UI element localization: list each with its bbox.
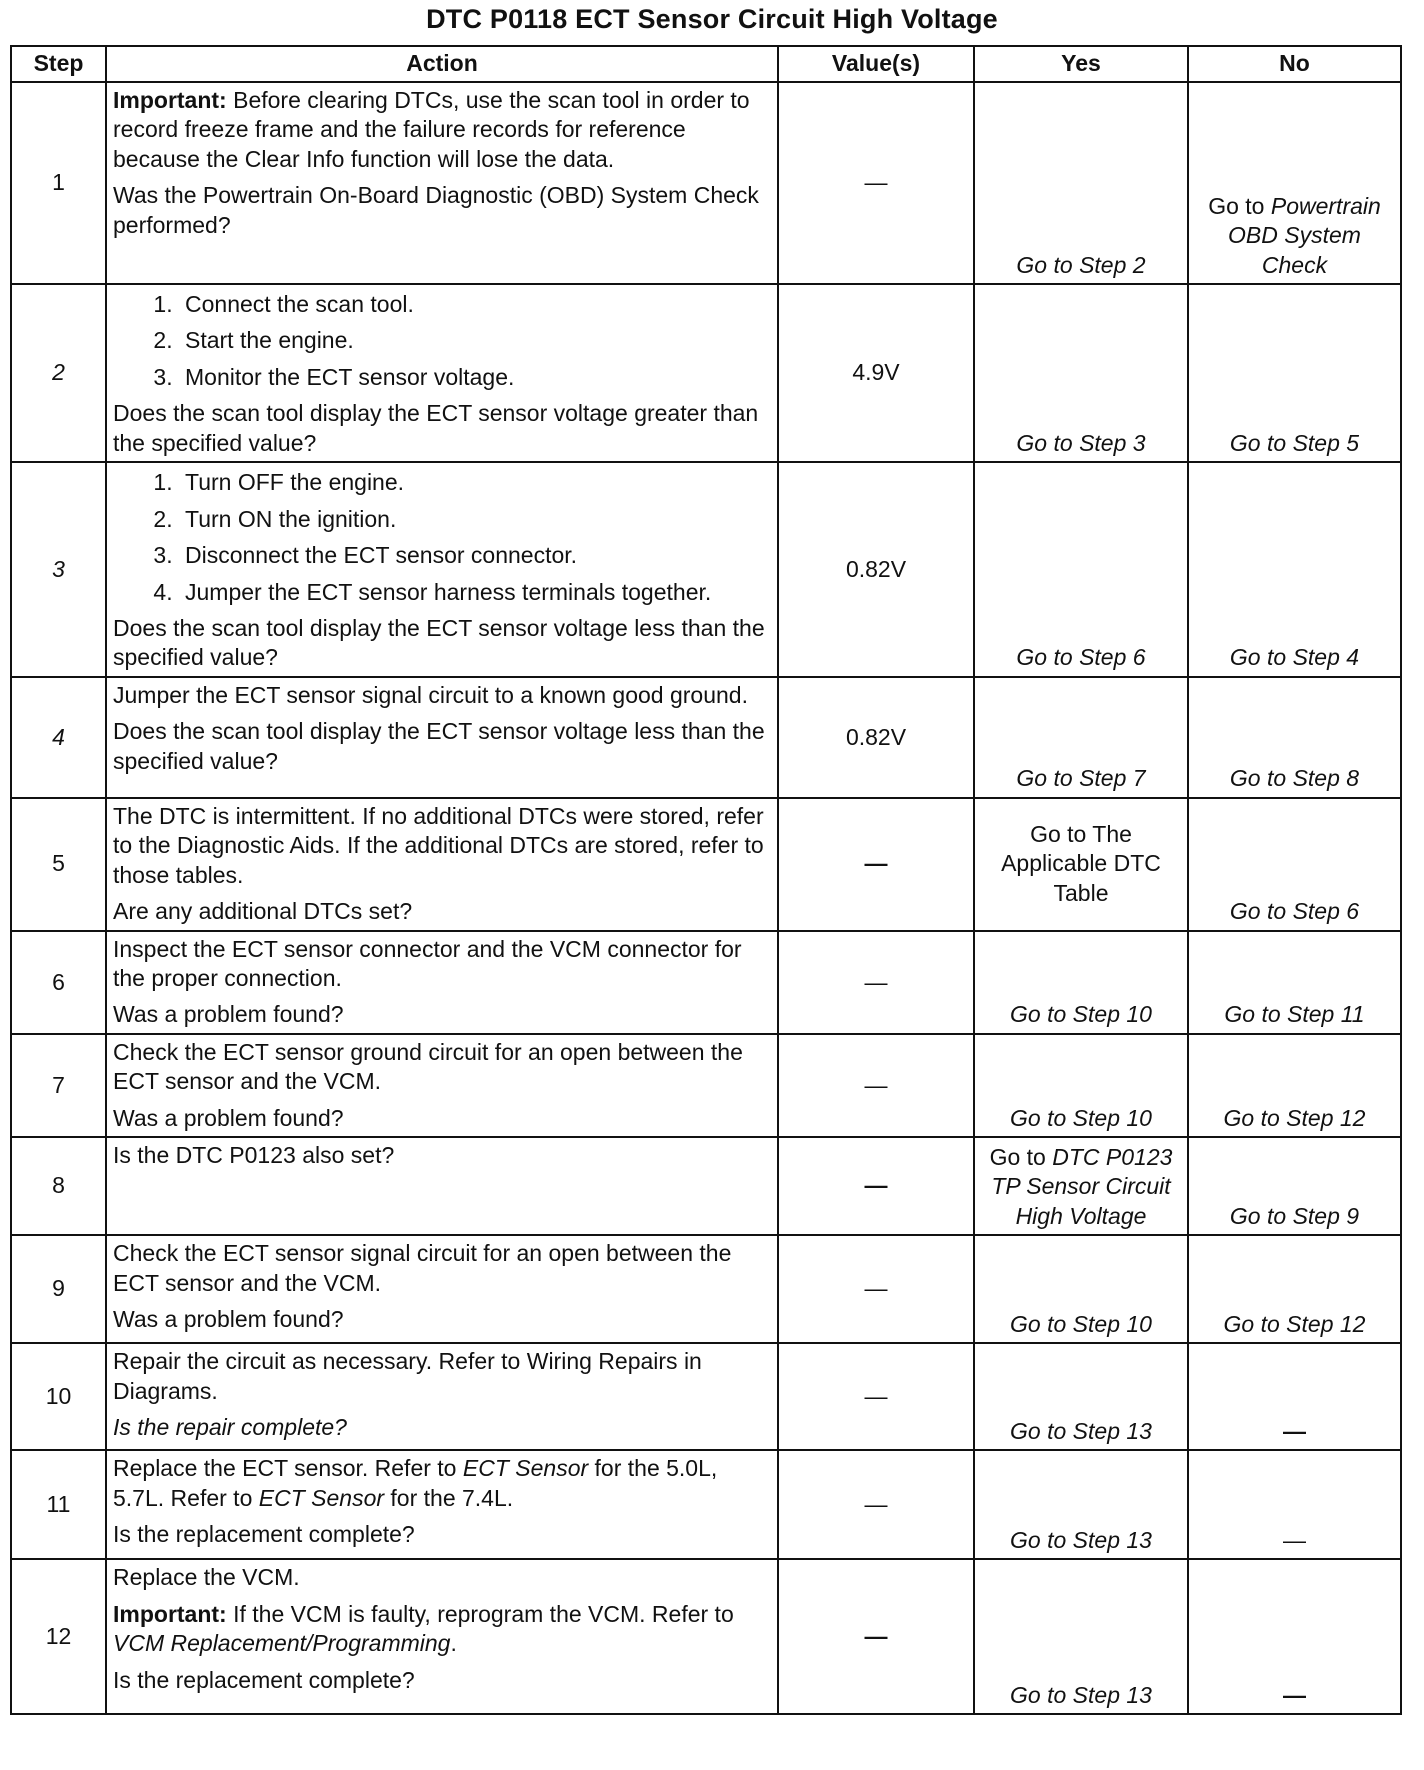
table-row [11, 677, 1401, 798]
yes-cell: Go to The Applicable DTC Table [974, 798, 1188, 931]
action-text: Jumper the ECT sensor signal circuit to a known good ground. [113, 681, 748, 708]
list-item: 1. Connect the scan tool. [179, 290, 771, 319]
action-cell [106, 82, 778, 284]
action-cell [106, 1235, 778, 1343]
table-row [11, 82, 1401, 284]
step-number: 2 [11, 284, 106, 462]
action-cell [106, 1137, 778, 1235]
step-number: 6 [11, 931, 106, 1034]
action-cell [106, 1559, 778, 1714]
header-no: No [1188, 46, 1401, 82]
text-segment: for the 5.0L, 5.7L. Refer to [113, 1455, 718, 1511]
important-text: Before clearing DTCs, use the scan tool in order to record freeze frame and the failure records for reference because the Clear Info function will lose the data. [113, 87, 750, 172]
no-cell [1188, 82, 1401, 284]
no-cell: Go to Step 12 [1188, 1235, 1401, 1343]
no-cell: Go to Step 5 [1188, 284, 1401, 462]
step-number: 4 [11, 677, 106, 798]
value-cell: — [778, 1034, 974, 1137]
list-item: 3. Disconnect the ECT sensor connector. [179, 541, 771, 570]
yes-cell: Go to Step 7 [974, 677, 1188, 798]
value-cell: 0.82V [778, 677, 974, 798]
important-note [113, 1600, 771, 1659]
table-row [11, 1450, 1401, 1559]
important-note [113, 86, 771, 174]
ect-sensor-reference: ECT Sensor [462, 1455, 589, 1482]
no-cell: Go to Step 8 [1188, 677, 1401, 798]
step-number: 12 [11, 1559, 106, 1714]
no-cell: Go to Step 11 [1188, 931, 1401, 1034]
value-cell: — [778, 1450, 974, 1559]
action-text: The DTC is intermittent. If no additional DTCs were stored, refer to the Diagnostic Aids. If the additional DTCs are stored, refer to those tables. [113, 802, 764, 888]
action-question: Is the replacement complete? [113, 1666, 415, 1693]
no-cell: Go to Step 6 [1188, 798, 1401, 931]
yes-cell: Go to Step 10 [974, 1235, 1188, 1343]
list-item: 3. Monitor the ECT sensor voltage. [179, 363, 771, 392]
list-item: 2. Start the engine. [179, 326, 771, 355]
action-question: Was a problem found? [113, 1104, 344, 1131]
action-question: Does the scan tool display the ECT sensor voltage less than the specified value? [113, 614, 765, 671]
yes-prefix: Go to [989, 1143, 1053, 1170]
action-question: Was the Powertrain On-Board Diagnostic (OBD) System Check performed? [113, 182, 759, 238]
table-row [11, 1137, 1401, 1235]
no-reference: Powertrain OBD System Check [1228, 192, 1381, 278]
text-segment: . [450, 1630, 457, 1657]
action-text: Repair the circuit as necessary. Refer to Wiring Repairs in Diagrams. [113, 1348, 702, 1404]
value-cell: 4.9V [778, 284, 974, 462]
action-cell [106, 1034, 778, 1137]
action-text: Replace the VCM. [113, 1564, 300, 1591]
action-cell [106, 1450, 778, 1559]
no-cell: Go to Step 12 [1188, 1034, 1401, 1137]
header-step: Step [11, 46, 106, 82]
no-cell: Go to Step 4 [1188, 462, 1401, 677]
action-question: Is the repair complete? [113, 1414, 347, 1441]
value-cell: — [778, 931, 974, 1034]
action-cell [106, 677, 778, 798]
table-row [11, 931, 1401, 1034]
no-prefix: Go to [1208, 192, 1271, 219]
yes-cell: Go to Step 13 [974, 1450, 1188, 1559]
list-item: 1. Turn OFF the engine. [179, 468, 771, 497]
step-number: 1 [11, 82, 106, 284]
yes-cell [974, 1137, 1188, 1235]
action-question: Was a problem found? [113, 1306, 344, 1333]
value-cell: — [778, 82, 974, 284]
step-number: 10 [11, 1343, 106, 1450]
header-action: Action [106, 46, 778, 82]
table-row [11, 1559, 1401, 1714]
value-cell: — [778, 1137, 974, 1235]
ect-sensor-reference: ECT Sensor [258, 1484, 385, 1511]
yes-cell: Go to Step 6 [974, 462, 1188, 677]
yes-cell: Go to Step 10 [974, 1034, 1188, 1137]
no-cell: — [1188, 1559, 1401, 1714]
action-steps [113, 290, 771, 392]
table-row [11, 1034, 1401, 1137]
diagnostic-table [10, 45, 1402, 1715]
no-cell: — [1188, 1343, 1401, 1450]
yes-cell: Go to Step 3 [974, 284, 1188, 462]
table-row [11, 462, 1401, 677]
step-number: 9 [11, 1235, 106, 1343]
action-question: Was a problem found? [113, 1001, 344, 1028]
action-text [113, 1454, 771, 1513]
action-cell [106, 1343, 778, 1450]
header-row [11, 46, 1401, 82]
action-cell [106, 931, 778, 1034]
header-value: Value(s) [778, 46, 974, 82]
table-row [11, 284, 1401, 462]
page-title: DTC P0118 ECT Sensor Circuit High Voltage [426, 4, 998, 34]
action-text: Is the DTC P0123 also set? [113, 1142, 395, 1169]
no-cell: Go to Step 9 [1188, 1137, 1401, 1235]
step-number: 3 [11, 462, 106, 677]
list-item: 2. Turn ON the ignition. [179, 505, 771, 534]
action-question: Are any additional DTCs set? [113, 898, 413, 925]
value-cell: — [778, 1559, 974, 1714]
table-row [11, 798, 1401, 931]
important-label: Important: [113, 87, 227, 113]
step-number: 8 [11, 1137, 106, 1235]
step-number: 11 [11, 1450, 106, 1559]
list-item: 4. Jumper the ECT sensor harness terminals together. [179, 578, 771, 607]
important-text: If the VCM is faulty, reprogram the VCM. Refer to [226, 1600, 734, 1627]
text-segment: for the 7.4L. [384, 1484, 514, 1511]
yes-cell: Go to Step 13 [974, 1559, 1188, 1714]
step-number: 7 [11, 1034, 106, 1137]
value-cell: 0.82V [778, 462, 974, 677]
value-cell: — [778, 798, 974, 931]
action-text: Inspect the ECT sensor connector and the VCM connector for the proper connection. [113, 935, 742, 991]
yes-cell: Go to Step 2 [974, 82, 1188, 284]
action-question: Does the scan tool display the ECT sensor voltage less than the specified value? [113, 718, 765, 774]
action-question: Does the scan tool display the ECT sensor voltage greater than the specified value? [113, 400, 759, 456]
action-cell [106, 798, 778, 931]
value-cell: — [778, 1235, 974, 1343]
no-cell: — [1188, 1450, 1401, 1559]
action-steps [113, 468, 771, 607]
important-label: Important: [113, 1600, 227, 1627]
table-row [11, 1343, 1401, 1450]
step-number: 5 [11, 798, 106, 931]
yes-reference: DTC P0123 TP Sensor Circuit High Voltage [991, 1143, 1173, 1229]
action-text: Check the ECT sensor ground circuit for an open between the ECT sensor and the VCM. [113, 1038, 743, 1095]
text-segment: Replace the ECT sensor. Refer to [113, 1455, 463, 1482]
yes-cell: Go to Step 13 [974, 1343, 1188, 1450]
action-question: Is the replacement complete? [113, 1521, 415, 1548]
action-cell [106, 462, 778, 677]
action-cell [106, 284, 778, 462]
value-cell: — [778, 1343, 974, 1450]
action-text: Check the ECT sensor signal circuit for an open between the ECT sensor and the VCM. [113, 1240, 732, 1296]
table-row [11, 1235, 1401, 1343]
vcm-reference: VCM Replacement/Programming [113, 1630, 451, 1657]
yes-cell: Go to Step 10 [974, 931, 1188, 1034]
header-yes: Yes [974, 46, 1188, 82]
